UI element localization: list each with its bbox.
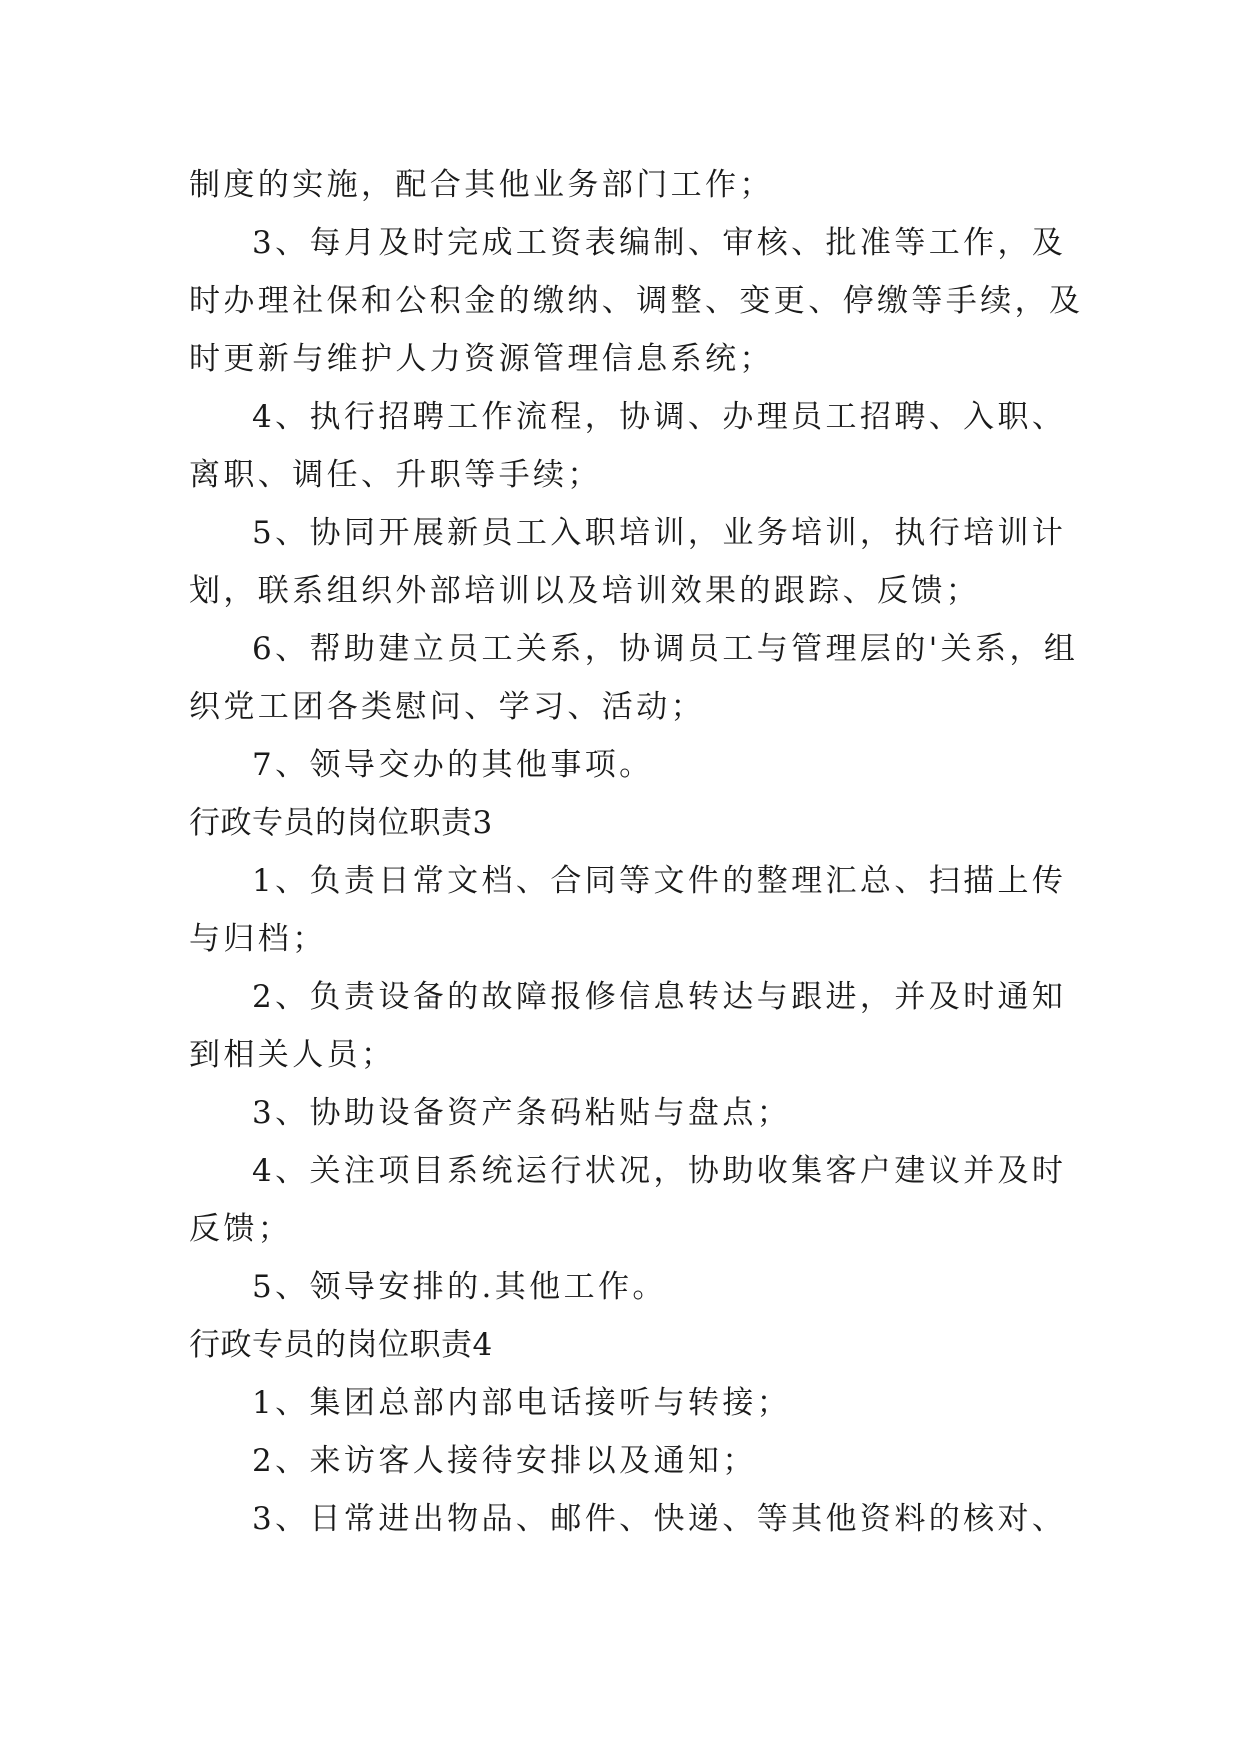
paragraph-line: 离职、调任、升职等手续； — [189, 457, 602, 493]
paragraph-line: 织党工团各类慰问、学习、活动； — [189, 689, 705, 725]
paragraph-line: 3、每月及时完成工资表编制、审核、批准等工作，及 — [252, 225, 1067, 261]
paragraph-line: 时更新与维护人力资源管理信息系统； — [189, 341, 774, 377]
paragraph-line: 1、负责日常文档、合同等文件的整理汇总、扫描上传 — [252, 863, 1067, 899]
section-heading: 行政专员的岗位职责3 — [189, 805, 493, 841]
paragraph-line: 时办理社保和公积金的缴纳、调整、变更、停缴等手续，及 — [189, 283, 1084, 319]
paragraph-line: 划，联系组织外部培训以及培训效果的跟踪、反馈； — [189, 573, 981, 609]
section-heading: 行政专员的岗位职责4 — [189, 1327, 493, 1363]
paragraph-line: 5、协同开展新员工入职培训，业务培训，执行培训计 — [252, 515, 1067, 551]
paragraph-line: 4、执行招聘工作流程，协调、办理员工招聘、入职、 — [252, 399, 1067, 435]
paragraph-line: 制度的实施，配合其他业务部门工作； — [189, 167, 774, 203]
paragraph-line: 7、领导交办的其他事项。 — [252, 747, 654, 783]
paragraph-line: 4、关注项目系统运行状况，协助收集客户建议并及时 — [252, 1153, 1067, 1189]
paragraph-line: 3、日常进出物品、邮件、快递、等其他资料的核对、 — [252, 1501, 1067, 1537]
paragraph-line: 与归档； — [189, 921, 327, 957]
paragraph-line: 1、集团总部内部电话接听与转接； — [252, 1385, 792, 1421]
paragraph-line: 反馈； — [189, 1211, 293, 1247]
paragraph-line: 6、帮助建立员工关系，协调员工与管理层的'关系，组 — [252, 631, 1079, 667]
paragraph-line: 2、来访客人接待安排以及通知； — [252, 1443, 757, 1479]
paragraph-line: 到相关人员； — [189, 1037, 396, 1073]
paragraph-line: 3、协助设备资产条码粘贴与盘点； — [252, 1095, 792, 1131]
paragraph-line: 2、负责设备的故障报修信息转达与跟进，并及时通知 — [252, 979, 1067, 1015]
paragraph-line: 5、领导安排的.其他工作。 — [252, 1269, 667, 1305]
